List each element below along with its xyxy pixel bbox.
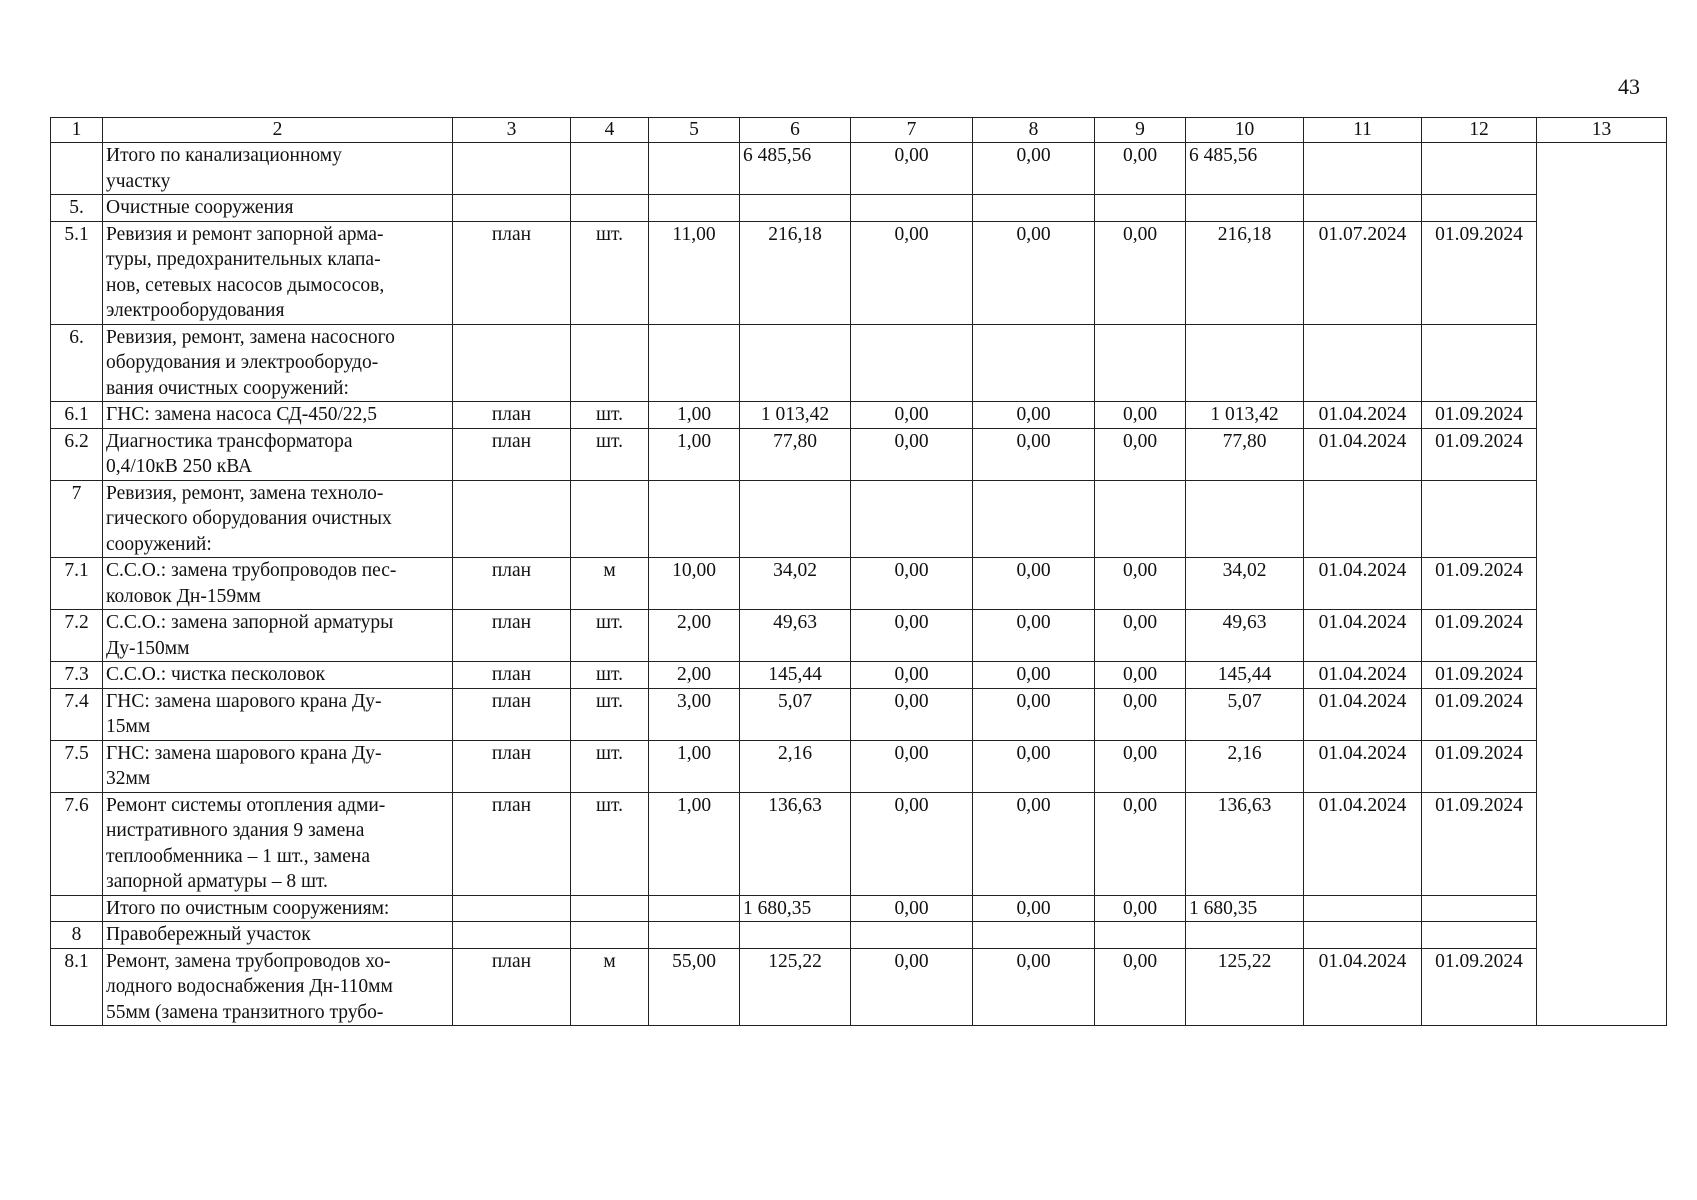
row-col6: 5,07	[740, 688, 851, 740]
row-col8	[973, 195, 1095, 222]
row-quantity	[649, 143, 740, 195]
table-row	[51, 740, 1667, 792]
row-col6: 2,16	[740, 740, 851, 792]
row-col6	[740, 480, 851, 558]
row-col13	[1537, 480, 1667, 558]
row-col10	[1186, 195, 1304, 222]
row-name: Итого по очистным сооружениям:	[103, 895, 453, 922]
row-col13	[1537, 792, 1667, 895]
row-unit	[571, 480, 649, 558]
row-col6: 145,44	[740, 662, 851, 689]
row-end-date	[1422, 195, 1537, 222]
row-col13	[1537, 610, 1667, 662]
row-quantity	[649, 922, 740, 949]
row-number: 7.4	[51, 688, 103, 740]
row-end-date	[1422, 324, 1537, 402]
table-row	[51, 428, 1667, 480]
header-cell-7: 7	[851, 118, 973, 143]
row-type	[453, 143, 571, 195]
row-col7: 0,00	[851, 610, 973, 662]
row-col7: 0,00	[851, 895, 973, 922]
row-start-date: 01.04.2024	[1304, 740, 1422, 792]
row-name: Ревизия, ремонт, замена техноло- гического оборудования очистных сооружений:	[103, 480, 453, 558]
row-number: 8	[51, 922, 103, 949]
row-col9: 0,00	[1095, 402, 1186, 429]
row-type: план	[453, 948, 571, 1026]
row-col9: 0,00	[1095, 792, 1186, 895]
row-col8	[973, 922, 1095, 949]
row-unit: шт.	[571, 662, 649, 689]
row-start-date	[1304, 895, 1422, 922]
row-quantity	[649, 324, 740, 402]
row-end-date: 01.09.2024	[1422, 688, 1537, 740]
table-row	[51, 895, 1667, 922]
row-number: 6.	[51, 324, 103, 402]
row-col7: 0,00	[851, 688, 973, 740]
row-col6: 216,18	[740, 221, 851, 324]
row-name: ГНС: замена насоса СД-450/22,5	[103, 402, 453, 429]
row-col9	[1095, 922, 1186, 949]
row-start-date: 01.04.2024	[1304, 792, 1422, 895]
row-col7: 0,00	[851, 740, 973, 792]
row-start-date	[1304, 922, 1422, 949]
row-col7	[851, 195, 973, 222]
row-end-date	[1422, 480, 1537, 558]
row-col13	[1537, 662, 1667, 689]
row-quantity: 1,00	[649, 402, 740, 429]
row-type: план	[453, 402, 571, 429]
table-row	[51, 480, 1667, 558]
row-col7	[851, 324, 973, 402]
table-row	[51, 922, 1667, 949]
row-col9: 0,00	[1095, 688, 1186, 740]
row-col8: 0,00	[973, 792, 1095, 895]
row-col8: 0,00	[973, 558, 1095, 610]
row-col7: 0,00	[851, 143, 973, 195]
row-col8: 0,00	[973, 143, 1095, 195]
table-body	[51, 118, 1667, 1026]
row-col7: 0,00	[851, 558, 973, 610]
row-name: Ремонт системы отопления адми- нистративного здания 9 замена теплообменника – 1 шт., замена запорной арматуры – 8 шт.	[103, 792, 453, 895]
row-quantity: 2,00	[649, 610, 740, 662]
row-col6: 77,80	[740, 428, 851, 480]
row-unit: шт.	[571, 688, 649, 740]
row-start-date: 01.07.2024	[1304, 221, 1422, 324]
row-end-date: 01.09.2024	[1422, 558, 1537, 610]
row-name: Итого по канализационному участку	[103, 143, 453, 195]
row-end-date	[1422, 143, 1537, 195]
row-name: С.С.О.: чистка песколовок	[103, 662, 453, 689]
row-col6	[740, 195, 851, 222]
row-unit: м	[571, 948, 649, 1026]
row-col6	[740, 922, 851, 949]
row-col13	[1537, 688, 1667, 740]
page-number: 43	[1618, 74, 1640, 99]
row-name: Ремонт, замена трубопроводов хо- лодного водоснабжения Дн-110мм 55мм (замена транзитного трубо-	[103, 948, 453, 1026]
row-unit: м	[571, 558, 649, 610]
row-col6: 1 680,35	[740, 895, 851, 922]
row-unit	[571, 143, 649, 195]
row-col13	[1537, 948, 1667, 1026]
row-start-date: 01.04.2024	[1304, 610, 1422, 662]
row-col10: 34,02	[1186, 558, 1304, 610]
row-col10: 49,63	[1186, 610, 1304, 662]
row-name: Ревизия и ремонт запорной арма- туры, предохранительных клапа- нов, сетевых насосов дымососов, электрооборудования	[103, 221, 453, 324]
row-quantity: 3,00	[649, 688, 740, 740]
row-quantity: 1,00	[649, 428, 740, 480]
row-name: ГНС: замена шарового крана Ду- 32мм	[103, 740, 453, 792]
header-row	[51, 118, 1667, 143]
table-row	[51, 688, 1667, 740]
row-type	[453, 895, 571, 922]
row-col13	[1537, 895, 1667, 922]
row-quantity: 1,00	[649, 740, 740, 792]
row-quantity: 1,00	[649, 792, 740, 895]
row-col10: 2,16	[1186, 740, 1304, 792]
row-col13	[1537, 922, 1667, 949]
row-number: 7.6	[51, 792, 103, 895]
row-end-date: 01.09.2024	[1422, 792, 1537, 895]
row-col8	[973, 480, 1095, 558]
row-col6: 49,63	[740, 610, 851, 662]
row-type	[453, 195, 571, 222]
table-row	[51, 143, 1667, 195]
row-col10: 136,63	[1186, 792, 1304, 895]
row-col8: 0,00	[973, 428, 1095, 480]
row-type	[453, 480, 571, 558]
row-col10: 1 680,35	[1186, 895, 1304, 922]
table-row	[51, 221, 1667, 324]
row-col13	[1537, 143, 1667, 195]
row-unit: шт.	[571, 740, 649, 792]
row-col7: 0,00	[851, 792, 973, 895]
row-col8: 0,00	[973, 221, 1095, 324]
row-number: 7	[51, 480, 103, 558]
row-start-date: 01.04.2024	[1304, 402, 1422, 429]
row-unit	[571, 324, 649, 402]
table-row	[51, 558, 1667, 610]
row-col13	[1537, 324, 1667, 402]
row-col9: 0,00	[1095, 740, 1186, 792]
row-col7: 0,00	[851, 221, 973, 324]
row-col9: 0,00	[1095, 662, 1186, 689]
row-col8: 0,00	[973, 740, 1095, 792]
row-col7: 0,00	[851, 948, 973, 1026]
header-cell-2: 2	[103, 118, 453, 143]
header-cell-5: 5	[649, 118, 740, 143]
row-col9: 0,00	[1095, 143, 1186, 195]
row-type: план	[453, 688, 571, 740]
row-col13	[1537, 221, 1667, 324]
row-col10: 77,80	[1186, 428, 1304, 480]
row-type: план	[453, 792, 571, 895]
row-col10	[1186, 922, 1304, 949]
header-cell-3: 3	[453, 118, 571, 143]
row-start-date: 01.04.2024	[1304, 948, 1422, 1026]
row-unit: шт.	[571, 402, 649, 429]
row-number	[51, 895, 103, 922]
row-name: ГНС: замена шарового крана Ду- 15мм	[103, 688, 453, 740]
row-col7	[851, 922, 973, 949]
table-row	[51, 662, 1667, 689]
row-type	[453, 922, 571, 949]
row-col9: 0,00	[1095, 895, 1186, 922]
row-col13	[1537, 428, 1667, 480]
header-cell-8: 8	[973, 118, 1095, 143]
header-cell-1: 1	[51, 118, 103, 143]
row-col10: 1 013,42	[1186, 402, 1304, 429]
row-name: Правобережный участок	[103, 922, 453, 949]
row-quantity	[649, 895, 740, 922]
row-col8: 0,00	[973, 662, 1095, 689]
row-unit	[571, 922, 649, 949]
row-number: 7.1	[51, 558, 103, 610]
row-col7: 0,00	[851, 662, 973, 689]
row-start-date: 01.04.2024	[1304, 428, 1422, 480]
row-type	[453, 324, 571, 402]
header-cell-10: 10	[1186, 118, 1304, 143]
row-col6	[740, 324, 851, 402]
row-number: 8.1	[51, 948, 103, 1026]
row-col9: 0,00	[1095, 610, 1186, 662]
row-col7: 0,00	[851, 428, 973, 480]
row-col8: 0,00	[973, 610, 1095, 662]
row-type: план	[453, 428, 571, 480]
table-row	[51, 195, 1667, 222]
row-col9	[1095, 480, 1186, 558]
row-start-date: 01.04.2024	[1304, 688, 1422, 740]
row-quantity: 10,00	[649, 558, 740, 610]
row-col8: 0,00	[973, 895, 1095, 922]
row-name: Очистные сооружения	[103, 195, 453, 222]
row-unit	[571, 195, 649, 222]
row-start-date	[1304, 195, 1422, 222]
row-col10	[1186, 480, 1304, 558]
row-col10: 6 485,56	[1186, 143, 1304, 195]
row-col10: 125,22	[1186, 948, 1304, 1026]
row-col9: 0,00	[1095, 221, 1186, 324]
row-col13	[1537, 402, 1667, 429]
header-cell-6: 6	[740, 118, 851, 143]
row-col9	[1095, 195, 1186, 222]
header-cell-11: 11	[1304, 118, 1422, 143]
row-col6: 125,22	[740, 948, 851, 1026]
table-row	[51, 792, 1667, 895]
row-end-date: 01.09.2024	[1422, 948, 1537, 1026]
row-start-date: 01.04.2024	[1304, 662, 1422, 689]
row-unit: шт.	[571, 428, 649, 480]
row-end-date: 01.09.2024	[1422, 221, 1537, 324]
row-name: С.С.О.: замена запорной арматуры Ду-150мм	[103, 610, 453, 662]
row-unit: шт.	[571, 610, 649, 662]
header-cell-13: 13	[1537, 118, 1667, 143]
row-end-date: 01.09.2024	[1422, 428, 1537, 480]
header-cell-4: 4	[571, 118, 649, 143]
row-col13	[1537, 558, 1667, 610]
row-col6: 1 013,42	[740, 402, 851, 429]
row-col13	[1537, 740, 1667, 792]
row-col7: 0,00	[851, 402, 973, 429]
row-number: 5.1	[51, 221, 103, 324]
row-quantity: 55,00	[649, 948, 740, 1026]
row-name: Ревизия, ремонт, замена насосного оборудования и электрооборудо- вания очистных сооружений:	[103, 324, 453, 402]
row-unit: шт.	[571, 221, 649, 324]
row-name: Диагностика трансформатора 0,4/10кВ 250 кВА	[103, 428, 453, 480]
row-end-date: 01.09.2024	[1422, 740, 1537, 792]
row-end-date: 01.09.2024	[1422, 610, 1537, 662]
row-end-date: 01.09.2024	[1422, 662, 1537, 689]
row-col9: 0,00	[1095, 428, 1186, 480]
row-col9	[1095, 324, 1186, 402]
header-cell-9: 9	[1095, 118, 1186, 143]
row-unit: шт.	[571, 792, 649, 895]
row-number: 6.1	[51, 402, 103, 429]
row-name: С.С.О.: замена трубопроводов пес- коловок Дн-159мм	[103, 558, 453, 610]
row-end-date: 01.09.2024	[1422, 402, 1537, 429]
row-col13	[1537, 195, 1667, 222]
row-type: план	[453, 221, 571, 324]
row-start-date: 01.04.2024	[1304, 558, 1422, 610]
row-col9: 0,00	[1095, 948, 1186, 1026]
row-col10: 145,44	[1186, 662, 1304, 689]
row-end-date	[1422, 895, 1537, 922]
table-row	[51, 324, 1667, 402]
table-row	[51, 610, 1667, 662]
row-col10: 5,07	[1186, 688, 1304, 740]
row-number: 7.3	[51, 662, 103, 689]
row-number: 6.2	[51, 428, 103, 480]
row-quantity: 11,00	[649, 221, 740, 324]
row-number: 7.5	[51, 740, 103, 792]
row-unit	[571, 895, 649, 922]
row-col9: 0,00	[1095, 558, 1186, 610]
row-number	[51, 143, 103, 195]
row-col7	[851, 480, 973, 558]
row-col8: 0,00	[973, 688, 1095, 740]
row-number: 7.2	[51, 610, 103, 662]
row-type: план	[453, 662, 571, 689]
row-col10: 216,18	[1186, 221, 1304, 324]
row-col8	[973, 324, 1095, 402]
row-type: план	[453, 558, 571, 610]
row-type: план	[453, 610, 571, 662]
row-start-date	[1304, 480, 1422, 558]
row-col8: 0,00	[973, 402, 1095, 429]
row-type: план	[453, 740, 571, 792]
table-row	[51, 402, 1667, 429]
row-start-date	[1304, 324, 1422, 402]
row-start-date	[1304, 143, 1422, 195]
table-row	[51, 948, 1667, 1026]
header-cell-12: 12	[1422, 118, 1537, 143]
row-quantity	[649, 480, 740, 558]
row-number: 5.	[51, 195, 103, 222]
row-quantity	[649, 195, 740, 222]
row-col6: 136,63	[740, 792, 851, 895]
row-col10	[1186, 324, 1304, 402]
row-end-date	[1422, 922, 1537, 949]
work-plan-table	[50, 117, 1667, 1026]
row-col6: 34,02	[740, 558, 851, 610]
row-quantity: 2,00	[649, 662, 740, 689]
row-col8: 0,00	[973, 948, 1095, 1026]
row-col6: 6 485,56	[740, 143, 851, 195]
